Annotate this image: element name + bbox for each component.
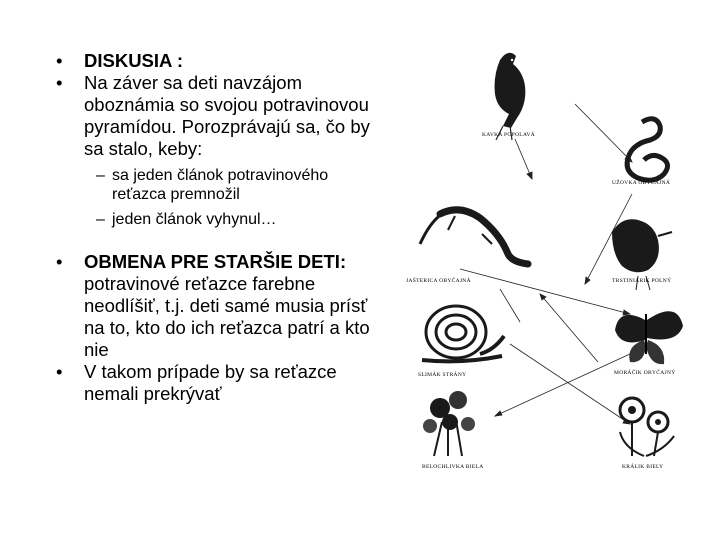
bullet-dot: •: [56, 50, 63, 71]
food-chain-arrows: [460, 104, 632, 424]
caption-snake: UŽOVKA OBYČAJNÁ: [612, 180, 671, 186]
sub-bullet-extinct: [56, 210, 376, 229]
caption-bird: TRSTINIARIK POLNÝ: [612, 278, 672, 284]
variation-text: potravinové reťazce farebne neodlíšiť, t.j. deti samé musia prísť na to, kto do ich reťazca patrí a kto nie: [84, 273, 370, 360]
overlap-text: V takom prípade by sa reťazce nemali prekrývať: [84, 361, 337, 404]
bullet-dot: •: [56, 72, 63, 93]
plant-left-icon: [423, 391, 475, 456]
bullet-dot: •: [56, 251, 63, 272]
lizard-icon: [420, 210, 528, 264]
sub-bullet-text: sa jeden článok potravinového reťazca premnožil: [112, 167, 329, 203]
plant-right-icon: [620, 398, 674, 456]
caption-kestrel: KAVKA POPOLAVÁ: [482, 132, 536, 138]
caption-plant-left: BELOCHLIVKA BIELA: [422, 464, 484, 470]
kestrel-icon: [495, 53, 526, 140]
bullet-variation: [56, 251, 376, 361]
food-chain-illustration: [400, 44, 700, 484]
caption-butterfly: MORÁČIK OBYČAJNÝ: [614, 370, 676, 376]
bullet-discussion: [56, 50, 376, 72]
caption-snail: SLIMÁK STRÁNY: [418, 372, 467, 378]
discussion-heading: DISKUSIA :: [84, 50, 184, 71]
bullet-overlap: [56, 361, 376, 405]
sub-bullet-overpopulated: [56, 166, 376, 204]
bullet-conclusion: [56, 72, 376, 160]
sub-bullet-dash: –: [96, 167, 105, 184]
caption-plant-right: KRÁLIK BIELY: [622, 464, 664, 470]
text-content: [56, 50, 376, 405]
conclusion-text: Na záver sa deti navzájom oboznámia so svojou potravinovou pyramídou. Porozprávajú sa, čo by sa stalo, keby:: [84, 72, 370, 159]
snail-icon: [422, 306, 504, 361]
variation-heading: OBMENA PRE STARŠIE DETI:: [84, 251, 347, 272]
caption-lizard: JAŠTERICA OBYČAJNÁ: [406, 278, 471, 284]
sub-bullet-dash: –: [96, 211, 105, 228]
bullet-dot: •: [56, 361, 63, 382]
snake-icon: [627, 119, 667, 180]
sub-bullet-text: jeden článok vyhynul…: [112, 211, 277, 228]
